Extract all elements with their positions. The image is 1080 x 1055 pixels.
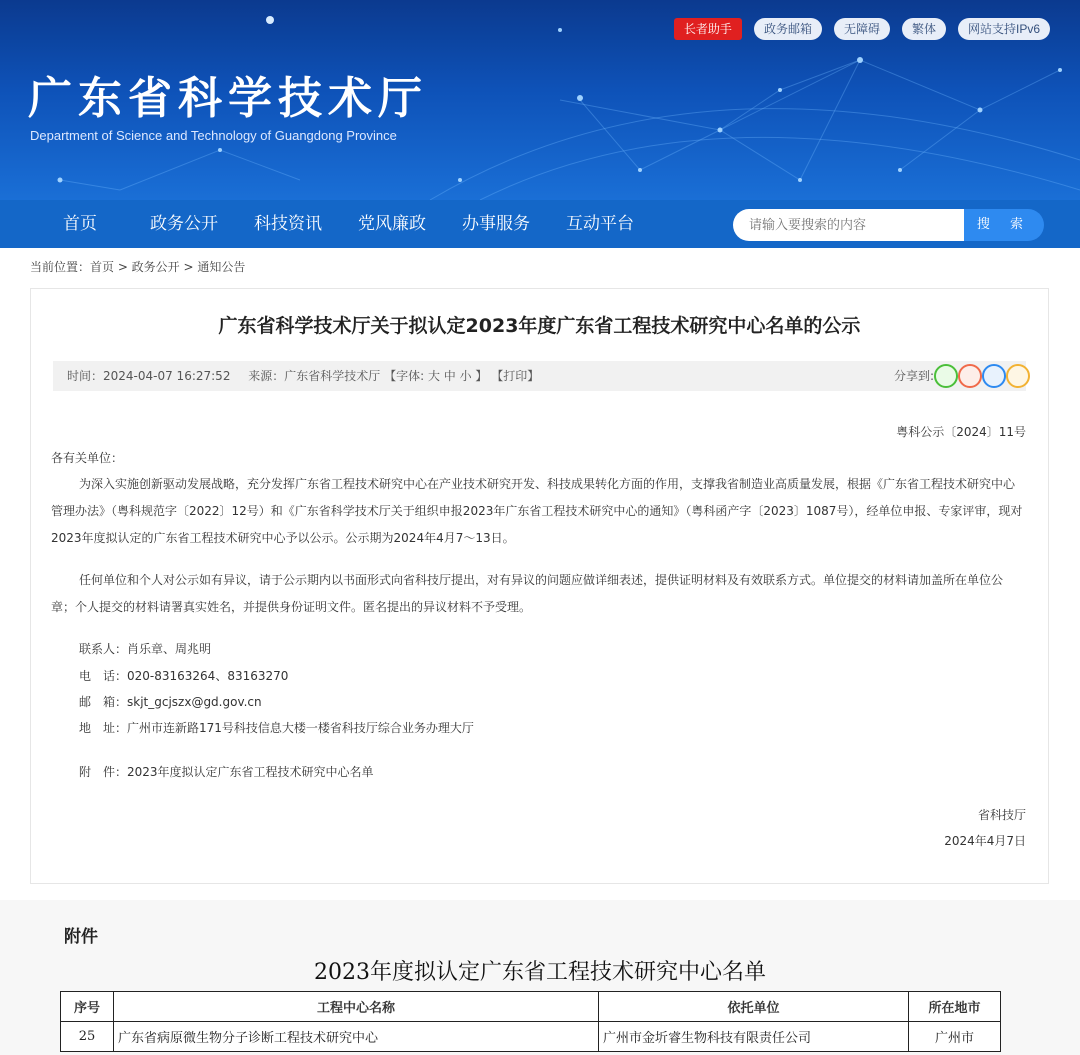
font-size-controls[interactable]: 【字体: 大 中 小 】: [384, 369, 488, 383]
table-row: [61, 1022, 1001, 1052]
traditional-chinese-link[interactable]: 繁体: [902, 18, 946, 40]
search-input[interactable]: [733, 209, 965, 241]
qzone-icon[interactable]: [1006, 364, 1030, 388]
column-header: 依托单位: [599, 992, 909, 1022]
paragraph-2: 任何单位和个人对公示如有异议，请于公示期内以书面形式向省科技厅提出，对有异议的问题应做详细表述，提供证明材料及有效联系方式。单位提交的材料请加盖所在单位公章；个人提交的材料请署真实姓名，并提供身份证明文件。匿名提出的异议材料不予受理。: [51, 573, 1004, 614]
host-unit: 广州市金圻睿生物科技有限责任公司: [599, 1022, 909, 1052]
top-links: [674, 18, 1050, 40]
nav-item-tech-news[interactable]: 科技资讯: [254, 214, 322, 234]
column-header: 所在地市: [909, 992, 1001, 1022]
wechat-icon[interactable]: [934, 364, 958, 388]
accessibility-link[interactable]: 无障碍: [834, 18, 890, 40]
site-title: 广东省科学技术厅: [28, 73, 428, 124]
column-header: 序号: [61, 992, 114, 1022]
search-button[interactable]: 搜 索: [964, 209, 1044, 241]
signature: 省科技厅: [977, 808, 1026, 822]
attachment-heading: 附件: [64, 927, 98, 947]
attachment-link[interactable]: 附 件：2023年度拟认定广东省工程技术研究中心名单: [79, 765, 374, 779]
header-banner: [0, 0, 1080, 200]
nav-item-home[interactable]: 首页: [63, 214, 97, 234]
table-header-row: [61, 992, 1001, 1022]
article-title: 广东省科学技术厅关于拟认定2023年度广东省工程技术研究中心名单的公示: [218, 315, 861, 337]
contact-phone: 电 话：020-83163264、83163270: [79, 669, 289, 683]
ipv6-badge[interactable]: 网站支持IPv6: [958, 18, 1050, 40]
elder-assistant-button[interactable]: 长者助手: [674, 18, 742, 40]
contact-person: 联系人：肖乐章、周兆明: [79, 642, 212, 656]
share-label: 分享到:: [893, 369, 934, 383]
contact-address: 地 址：广州市连新路171号科技信息大楼一楼省科技厅综合业务办理大厅: [79, 721, 474, 735]
column-header: 工程中心名称: [114, 992, 599, 1022]
print-button[interactable]: 【打印】: [491, 369, 540, 383]
nav-item-government-affairs[interactable]: 政务公开: [150, 214, 218, 234]
center-name: 广东省病原微生物分子诊断工程技术研究中心: [114, 1022, 599, 1052]
city: 广州市: [909, 1022, 1001, 1052]
main-nav: [0, 200, 1080, 248]
gov-mail-link[interactable]: 政务邮箱: [754, 18, 822, 40]
salutation: 各有关单位：: [51, 451, 124, 465]
nav-item-interaction[interactable]: 互动平台: [566, 214, 634, 234]
publish-time: 时间：2024-04-07 16:27:52: [67, 369, 231, 383]
article-panel: [30, 288, 1049, 884]
article-meta-bar: [53, 361, 1026, 391]
source: 来源：广东省科学技术厅: [248, 369, 381, 383]
row-index: 25: [61, 1022, 114, 1052]
nav-item-services[interactable]: 办事服务: [462, 214, 530, 234]
weibo-icon[interactable]: [958, 364, 982, 388]
document-number: 粤科公示〔2024〕11号: [896, 425, 1026, 439]
nav-item-party-integrity[interactable]: 党风廉政: [358, 214, 426, 234]
paragraph-1: 为深入实施创新驱动发展战略，充分发挥广东省工程技术研究中心在产业技术研究开发、科技成果转化方面的作用，支撑我省制造业高质量发展，根据《广东省工程技术研究中心管理办法》（粤科规范字〔2022〕12号）和《广东省科学技术厅关于组织申报2023年广东省工程技术研究中心的通知》（粤科函产字〔2023〕1087号），经单位申报、专家评审，现对2023年度拟认定的广东省工程技术研究中心予以公示。公示期为2024年4月7～13日。: [51, 477, 1023, 545]
contact-email: 邮 箱：skjt_gcjszx@gd.gov.cn: [79, 695, 262, 709]
breadcrumb: 当前位置：首页 > 政务公开 > 通知公告: [30, 260, 246, 274]
center-list-table: [60, 991, 1001, 1052]
qq-icon[interactable]: [982, 364, 1006, 388]
site-subtitle: Department of Science and Technology of Guangdong Province: [30, 128, 397, 143]
list-title: 2023年度拟认定广东省工程技术研究中心名单: [314, 960, 766, 985]
signature-date: 2024年4月7日: [944, 834, 1026, 848]
